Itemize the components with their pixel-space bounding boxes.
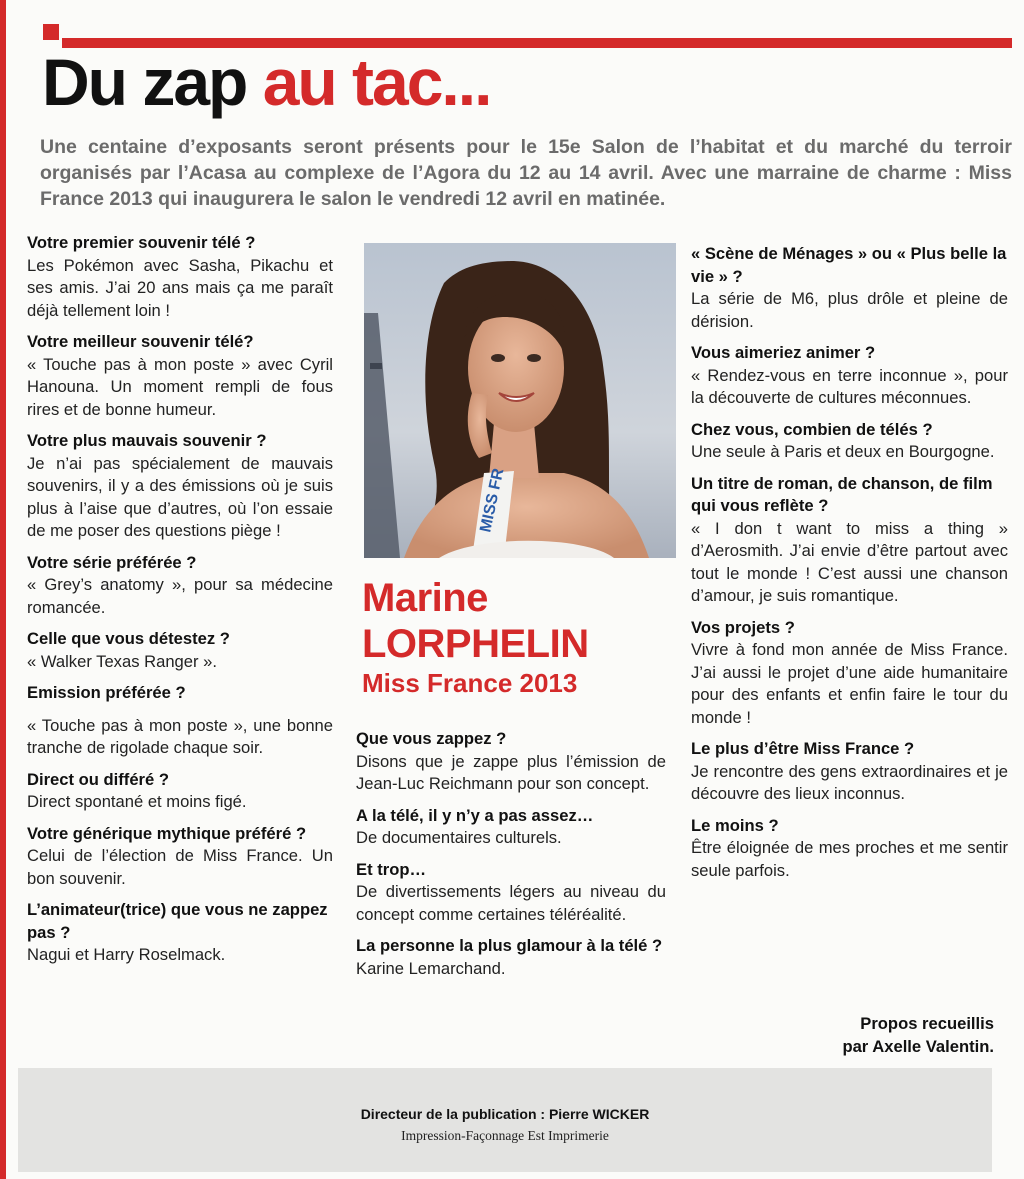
- qa-item: [691, 738, 1008, 806]
- answer: « Walker Texas Ranger ».: [27, 651, 217, 671]
- portrait-illustration: [364, 243, 676, 558]
- answer: Vivre à fond mon année de Miss France. J’ai aussi le projet d’une aide humanitaire pour des enfants et enfin faire le tour du monde !: [691, 640, 1008, 727]
- question: Que vous zappez ?: [356, 729, 507, 748]
- question: Votre meilleur souvenir télé?: [27, 332, 254, 351]
- headline-red: au tac...: [262, 45, 491, 119]
- answer: Celui de l’élection de Miss France. Un bon souvenir.: [27, 846, 333, 888]
- qa-item: [27, 232, 333, 322]
- question: Le plus d’être Miss France ?: [691, 739, 915, 758]
- answer: Les Pokémon avec Sasha, Pikachu et ses amis. J’ai 20 ans mais ça me paraît déjà tellement loin !: [27, 255, 333, 320]
- answer: Karine Lemarchand.: [356, 958, 506, 978]
- question: Un titre de roman, de chanson, de film qui vous reflète ?: [691, 473, 993, 515]
- answer: Disons que je zappe plus l’émission de Jean-Luc Reichmann pour son concept.: [356, 751, 666, 793]
- qa-item: [27, 682, 333, 760]
- answer: Je rencontre des gens extraordinaires et je découvre des lieux inconnus.: [691, 761, 1008, 803]
- profile-first-name: Marine: [362, 576, 488, 620]
- footer-printer: Impression-Façonnage Est Imprimerie: [401, 1128, 609, 1143]
- question: Le moins ?: [691, 815, 779, 835]
- answer: « Rendez-vous en terre inconnue », pour la découverte de cultures méconnues.: [691, 365, 1008, 407]
- column-right: [691, 243, 1008, 891]
- question: Votre plus mauvais souvenir ?: [27, 431, 267, 450]
- portrait-photo: [364, 243, 676, 558]
- qa-item: [691, 617, 1008, 730]
- answer: « Grey’s anatomy », pour sa médecine romancée.: [27, 575, 333, 617]
- publication-footer: [18, 1068, 992, 1172]
- intro-paragraph: Une centaine d’exposants seront présents pour le 15e Salon de l’habitat et du marché du terroir organisés par l’Acasa au complexe de l’Agora du 12 au 14 avril. Avec une marraine de charme : Miss France 2013 qui inaugurera le salon le vendredi 12 avril en matinée.: [40, 136, 1012, 210]
- qa-item: [27, 552, 333, 620]
- question: Votre premier souvenir télé ?: [27, 233, 256, 252]
- column-left: [27, 232, 333, 976]
- headline-black: Du zap: [42, 45, 247, 119]
- interview-credits: [780, 1012, 994, 1058]
- answer: De divertissements légers au niveau du concept comme certaines téléréalité.: [356, 882, 666, 924]
- headline: [42, 46, 490, 119]
- question: Et trop…: [356, 859, 427, 879]
- answer: De documentaires culturels.: [356, 828, 562, 847]
- question: Votre générique mythique préféré ?: [27, 823, 307, 843]
- qa-item: [691, 473, 1008, 608]
- answer: « Touche pas à mon poste » avec Cyril Hanouna. Un moment rempli de fous rires et de bonne humeur.: [27, 354, 333, 419]
- qa-item: [691, 815, 1008, 883]
- answer: Une seule à Paris et deux en Bourgogne.: [691, 442, 995, 461]
- question: Vos projets ?: [691, 617, 795, 637]
- qa-item: [691, 419, 1008, 464]
- answer: « I don t want to miss a thing » d’Aerosmith. J’ai envie d’être partout avec tout le monde ! C’est aussi une chanson d’amour, je suis romantique.: [691, 518, 1008, 605]
- credits-line-1: Propos recueillis: [860, 1014, 994, 1033]
- qa-item: [356, 728, 666, 796]
- footer-director: Directeur de la publication : Pierre WICKER: [360, 1106, 650, 1122]
- credits-line-2: par Axelle Valentin.: [842, 1037, 994, 1056]
- qa-item: [27, 823, 333, 891]
- question: Chez vous, combien de télés ?: [691, 419, 933, 439]
- question: Celle que vous détestez ?: [27, 629, 230, 648]
- column-middle: [356, 728, 666, 989]
- qa-item: [356, 935, 666, 980]
- question: La personne la plus glamour à la télé ?: [356, 936, 663, 955]
- profile-title: Miss France 2013: [362, 668, 578, 698]
- profile-name-block: [362, 575, 672, 699]
- question: Vous aimeriez animer ?: [691, 343, 876, 362]
- qa-item: [691, 342, 1008, 410]
- answer: La série de M6, plus drôle et pleine de dérision.: [691, 289, 1008, 331]
- answer: Je n’ai pas spécialement de mauvais souvenirs, il y a des émissions où je suis plus à l’aise que d’autres, où l’on essaie de me poser des questions piège !: [27, 453, 333, 540]
- qa-item: [27, 628, 333, 673]
- answer: Nagui et Harry Roselmack.: [27, 945, 226, 964]
- question: L’animateur(trice) que vous ne zappez pas ?: [27, 900, 328, 942]
- profile-last-name: LORPHELIN: [362, 622, 589, 666]
- question: Direct ou différé ?: [27, 769, 169, 789]
- qa-item: [27, 769, 333, 814]
- answer: « Touche pas à mon poste », une bonne tranche de rigolade chaque soir.: [27, 715, 333, 757]
- sash-text: MISS FR: [477, 466, 508, 534]
- left-red-rule: [0, 0, 6, 1179]
- qa-item: [27, 331, 333, 421]
- answer: Être éloignée de mes proches et me sentir seule parfois.: [691, 838, 1008, 880]
- qa-item: [356, 859, 666, 927]
- question: « Scène de Ménages » ou « Plus belle la vie » ?: [691, 244, 1007, 286]
- qa-item: [27, 430, 333, 543]
- qa-item: [356, 805, 666, 850]
- question: A la télé, il y n’y a pas assez…: [356, 805, 594, 825]
- qa-item: [27, 899, 333, 967]
- question: Emission préférée ?: [27, 683, 186, 702]
- red-square-marker: [43, 24, 59, 40]
- question: Votre série préférée ?: [27, 552, 197, 572]
- answer: Direct spontané et moins figé.: [27, 792, 247, 811]
- qa-item: [691, 243, 1008, 333]
